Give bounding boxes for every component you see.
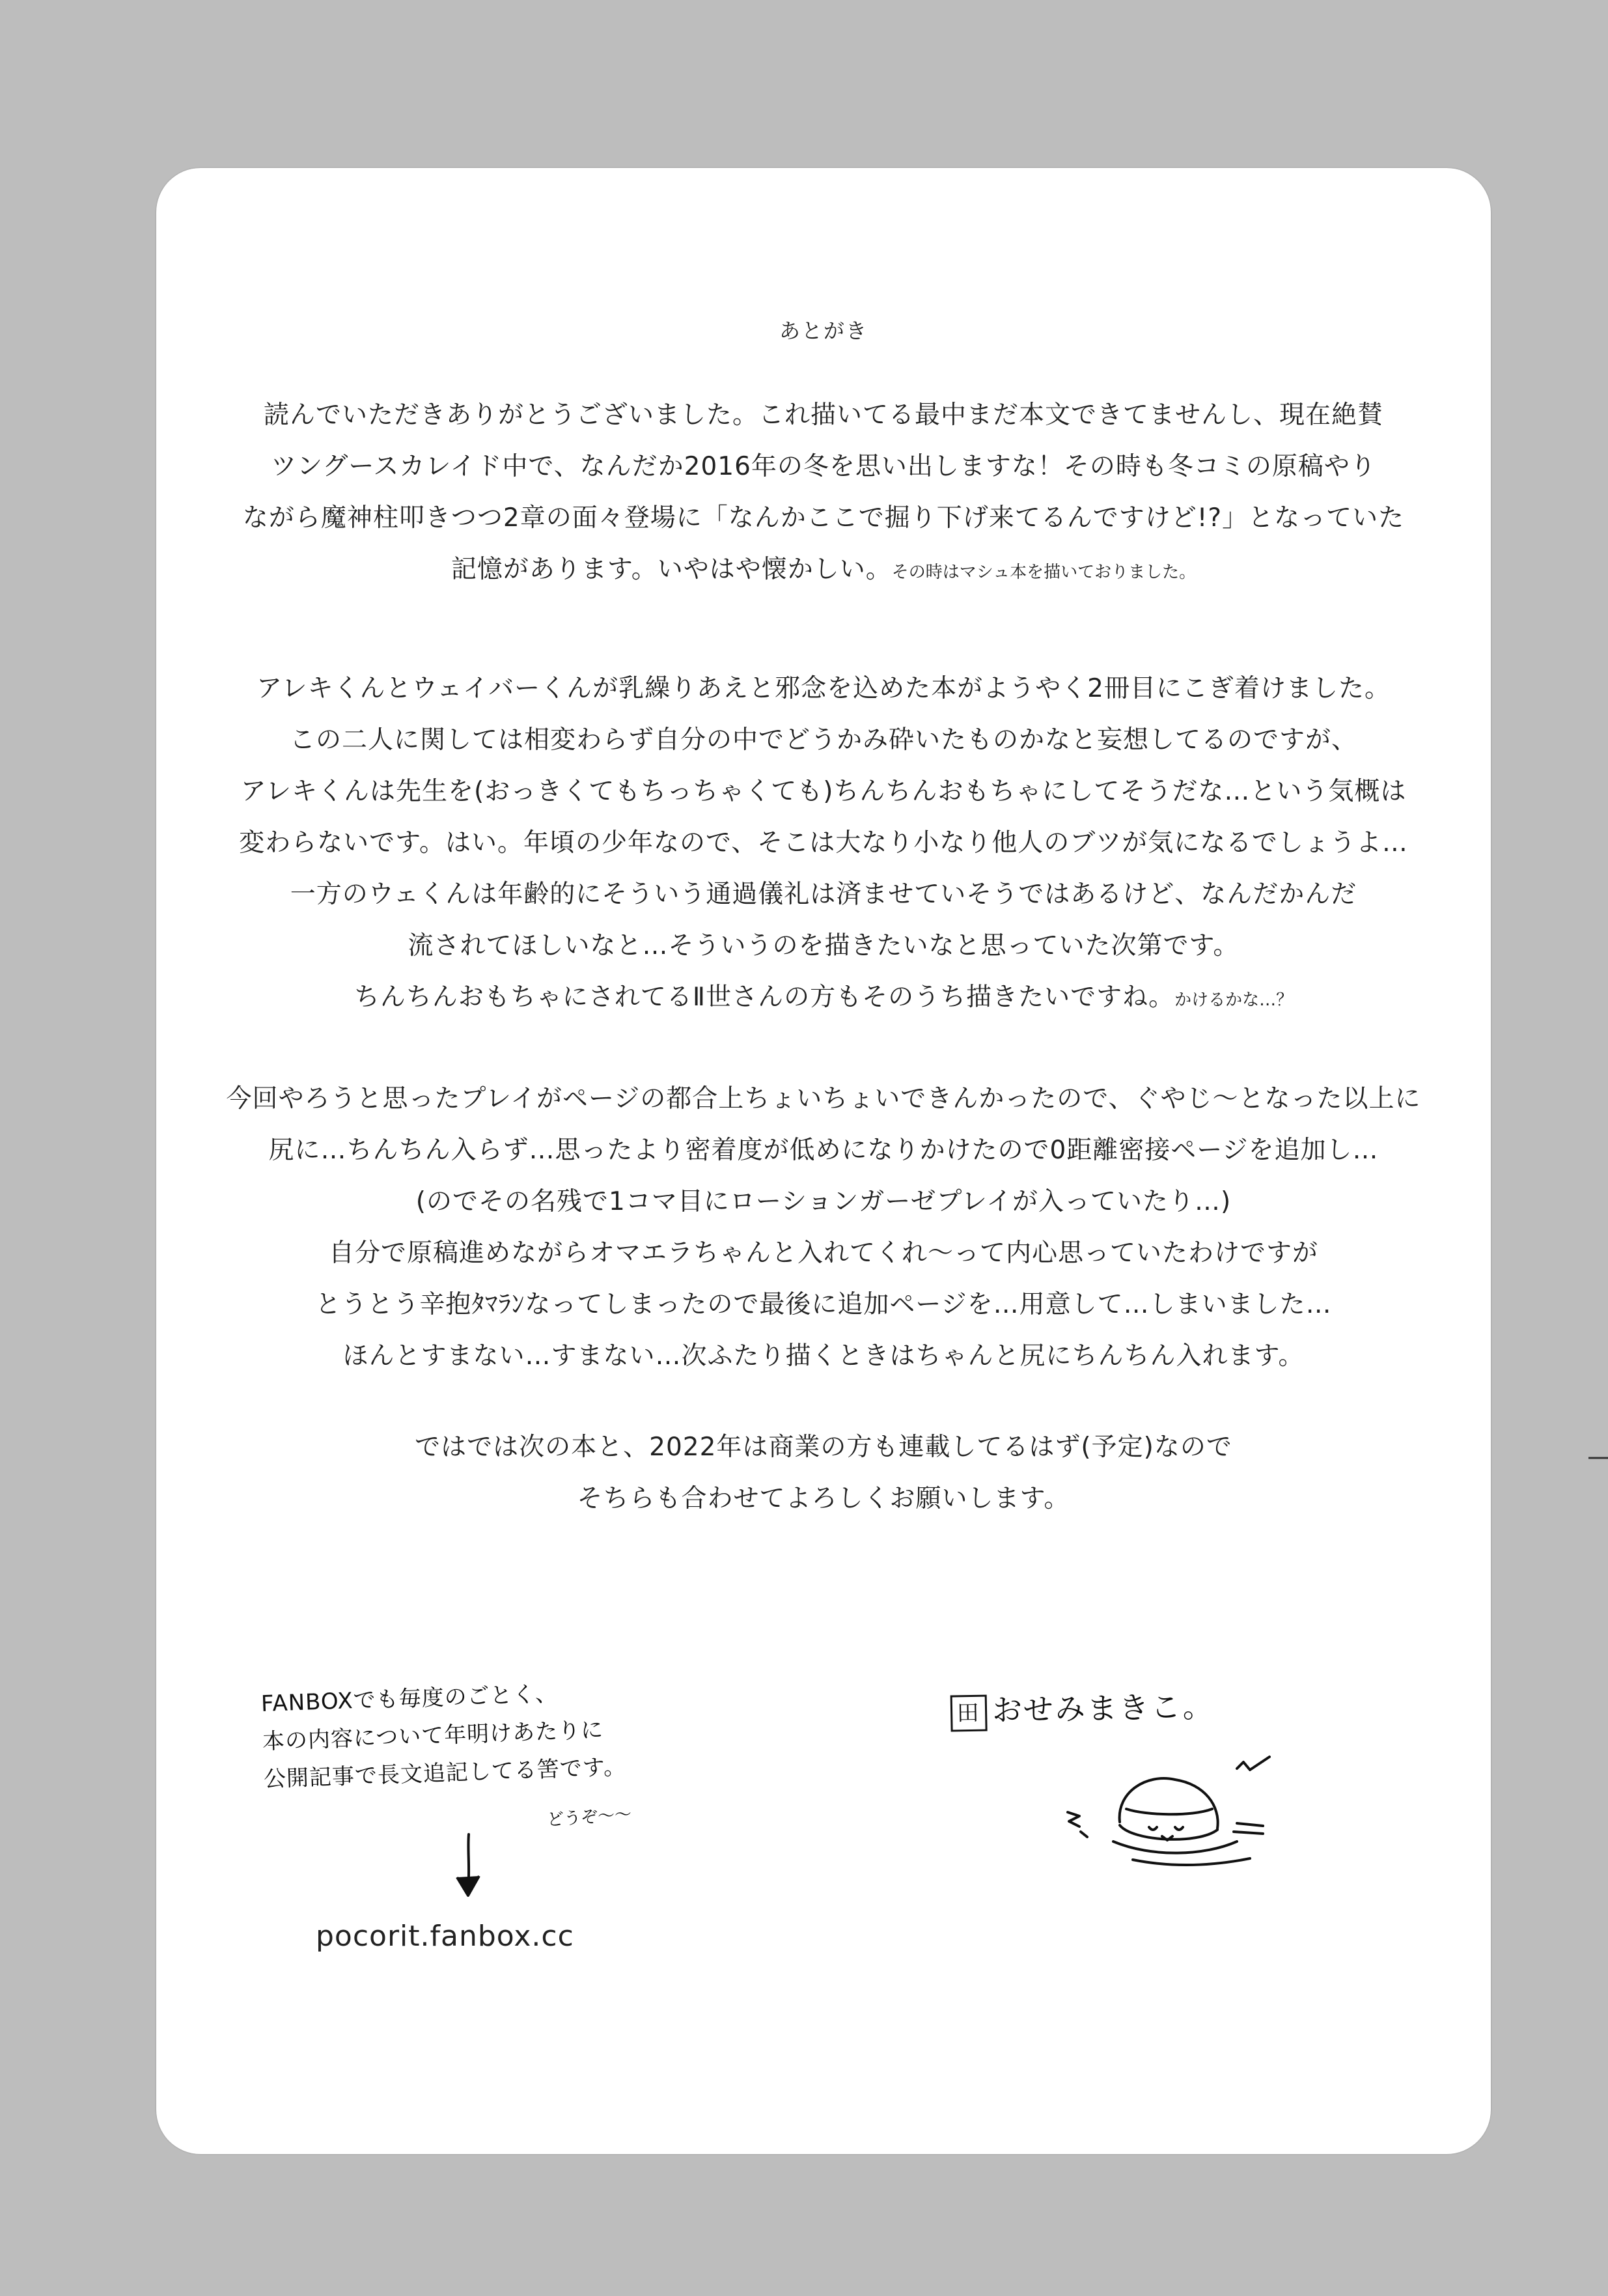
afterword-page bbox=[156, 168, 1491, 2154]
paragraph-4 bbox=[208, 1421, 1439, 1524]
text-line: ほんとすまない…すまない…次ふたり描くときはちゃんと尻にちんちん入れます。 bbox=[342, 1341, 1305, 1371]
author-signature bbox=[950, 1683, 1215, 1731]
handwritten-note-sub: どうぞ～～ bbox=[546, 1804, 633, 1830]
text-line: そちらも合わせてよろしくお願いします。 bbox=[577, 1484, 1070, 1513]
text-line: 読んでいただきありがとうございました。これ描いてる最中まだ本文できてませんし、現在絶賛 bbox=[263, 400, 1383, 430]
text-line: アレキくんとウェイバーくんが乳繰りあえと邪念を込めた本がようやく2冊目にこぎ着けました。 bbox=[256, 674, 1391, 703]
note-line: 公開記事で長文追記してる筈です。 bbox=[263, 1754, 627, 1793]
note-line: 本の内容について年明けあたりに bbox=[262, 1716, 604, 1755]
signature-text: おせみまきこ。 bbox=[991, 1688, 1215, 1728]
sleeping-character-doodle-icon bbox=[1042, 1744, 1296, 1881]
text-line: ちんちんおもちゃにされてるⅡ世さんの方もそのうち描きたいですね。かけるかな…？ bbox=[353, 983, 1294, 1012]
fanbox-url: pocorit.fanbox.cc bbox=[316, 1920, 574, 1953]
signature-box-char: 田 bbox=[950, 1694, 988, 1731]
text-line: 記憶があります。いやはや懐かしい。その時はマシュ本を描いておりました。 bbox=[451, 555, 1197, 584]
text-line: 一方のウェくんは年齢的にそういう通過儀礼は済ませていそうではあるけど、なんだかんだ bbox=[290, 880, 1357, 909]
page-title: あとがき bbox=[779, 318, 868, 343]
text-line: 尻に…ちんちん入らず…思ったより密着度が低めになりかけたので0距離密接ページを追加し… bbox=[268, 1136, 1379, 1165]
paragraph-3 bbox=[208, 1073, 1439, 1382]
text-line: アレキくんは先生を(おっきくてもちっちゃくても)ちんちんおもちゃにしてそうだな…という気概は bbox=[240, 777, 1407, 806]
text-line: 変わらないです。はい。年頃の少年なので、そこは大なり小なり他人のブツが気になるでしょうよ… bbox=[239, 828, 1408, 858]
text-line: 今回やろうと思ったプレイがページの都合上ちょいちょいできんかったので、ぐやじ～となった以上に bbox=[226, 1084, 1421, 1113]
text-line: ツングースカレイド中で、なんだか2016年の冬を思い出しますな！その時も冬コミの原稿やり bbox=[271, 452, 1376, 481]
arrow-down-icon bbox=[449, 1832, 488, 1903]
text-line: ではでは次の本と、2022年は商業の方も連載してるはず(予定)なので bbox=[415, 1433, 1232, 1462]
note-line: FANBOXでも毎度のごとく、 bbox=[260, 1681, 559, 1717]
paragraph-2 bbox=[208, 663, 1439, 1026]
text-line: とうとう辛抱ﾀﾏﾗﾝなってしまったので最後に追加ページを…用意して…しまいました… bbox=[315, 1290, 1332, 1319]
text-line: 流されてほしいなと…そういうのを描きたいなと思っていた次第です。 bbox=[408, 931, 1240, 960]
edge-mark bbox=[1588, 1455, 1608, 1461]
text-line: この二人に関しては相変わらず自分の中でどうかみ砕いたものかなと妄想してるのですが、 bbox=[289, 725, 1357, 755]
text-line: (のでその名残で1コマ目にローションガーゼプレイが入っていたり…) bbox=[415, 1187, 1232, 1216]
aside-text: かけるかな…？ bbox=[1174, 990, 1294, 1010]
aside-text: その時はマシュ本を描いておりました。 bbox=[891, 563, 1197, 582]
handwritten-note bbox=[260, 1666, 824, 1799]
paragraph-1 bbox=[208, 389, 1439, 598]
text-line: ながら魔神柱叩きつつ2章の面々登場に「なんかここで掘り下げ来てるんですけど!?」となっていた bbox=[242, 503, 1405, 533]
text-line: 自分で原稿進めながらオマエラちゃんと入れてくれ～って内心思っていたわけですが bbox=[328, 1239, 1318, 1268]
